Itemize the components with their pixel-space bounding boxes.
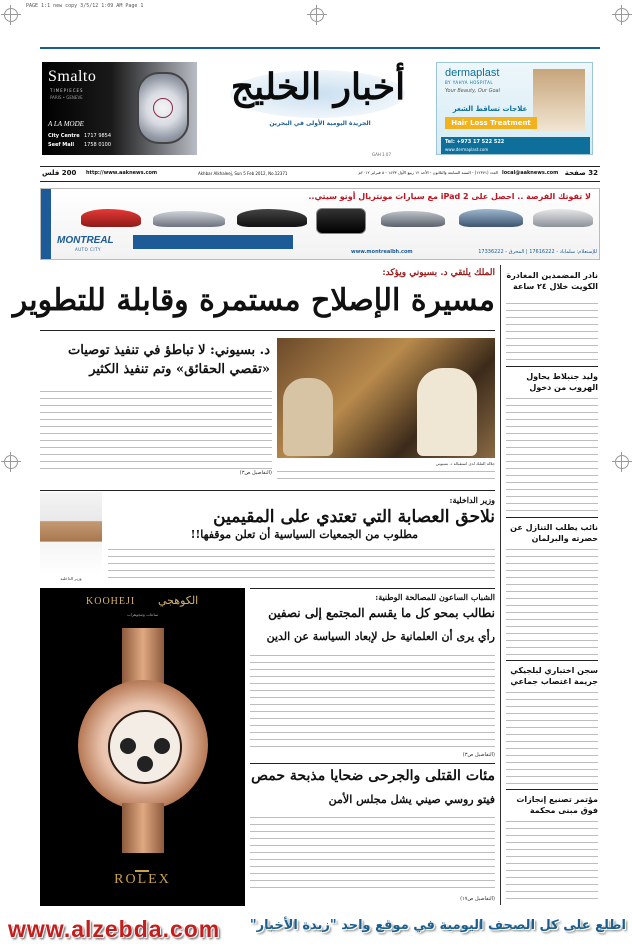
alamode-logo: A LA MODE bbox=[48, 120, 84, 128]
city-centre-phone: 1717 9854 bbox=[84, 133, 112, 139]
homs-more[interactable]: (التفاصيل ص١٧) bbox=[460, 896, 495, 902]
sidebar-divider bbox=[500, 265, 501, 905]
dateline-bar bbox=[40, 167, 600, 181]
dermaplast-title-en: Hair Loss Treatment bbox=[445, 117, 537, 129]
youth-more[interactable]: (التفاصيل ص٣) bbox=[462, 752, 495, 758]
watch-bracelet-bottom bbox=[122, 803, 164, 853]
sidebar-item-4-body bbox=[506, 689, 598, 785]
lead-more[interactable]: (التفاصيل ص٣) bbox=[239, 470, 272, 476]
lead-rule bbox=[40, 330, 495, 331]
rolex-dial bbox=[108, 710, 182, 784]
masthead-logo: أخبار الخليج bbox=[230, 66, 406, 108]
ipad-image bbox=[316, 208, 366, 234]
car-grey bbox=[381, 211, 445, 227]
seef-label: Seef Mall bbox=[48, 142, 75, 148]
sidebar-item-2-body bbox=[506, 395, 598, 513]
sidebar-item-3-body bbox=[506, 546, 598, 656]
photo-figure-left bbox=[283, 378, 333, 456]
interior-body-text bbox=[108, 546, 495, 582]
dermaplast-tagline: Your Beauty, Our Goal bbox=[445, 88, 500, 94]
homs-headline[interactable]: مئات القتلى والجرحى ضحايا مذبحة حمص bbox=[251, 768, 495, 784]
homs-subheadline: فيتو روسي صيني يشل مجلس الأمن bbox=[328, 793, 495, 806]
kooheji-brand-ar: الكوهجي bbox=[158, 594, 199, 607]
subdial bbox=[154, 738, 170, 754]
crown-icon bbox=[135, 862, 149, 872]
email-link[interactable]: local@aaknews.com bbox=[502, 170, 559, 176]
lead-subheadline-1: د. بسيوني: لا تباطؤ في تنفيذ توصيات bbox=[68, 343, 270, 358]
car-white bbox=[533, 209, 593, 227]
sidebar-item-4-title[interactable]: سجن اختباري لبلجيكي جريمة اغتصاب جماعي bbox=[510, 666, 598, 686]
watch-image bbox=[137, 72, 189, 144]
kooheji-watch-ad[interactable] bbox=[40, 588, 245, 906]
footer-slogan: اطلع على كل الصحف اليومية في موقع واحد "زبدة الأخبار" bbox=[249, 918, 626, 933]
seef-phone: 1758 0100 bbox=[84, 142, 112, 148]
sidebar-item-1-title[interactable]: نادر المضمدين المغادرة الكويت خلال ٢٤ ساعة bbox=[506, 271, 598, 291]
lead-kicker: الملك يلتقي د. بسيوني ويؤكد: bbox=[382, 268, 495, 278]
dermaplast-phone: Tel: +973 17 522 522 bbox=[445, 139, 505, 145]
kooheji-tagline: ساعات ومجوهرات bbox=[126, 612, 159, 617]
sidebar-item-2-title[interactable]: وليد جنبلاط يحاول الهروب من دخول bbox=[526, 372, 598, 392]
masthead-tagline: الجريدة اليومية الأولى في البحرين bbox=[269, 120, 371, 127]
sidebar-rule bbox=[506, 517, 598, 518]
sidebar-item-1-body bbox=[506, 300, 598, 362]
registration-mark bbox=[615, 8, 629, 22]
smalto-ad[interactable] bbox=[42, 62, 197, 155]
lead-headline[interactable]: مسيرة الإصلاح مستمرة وقابلة للتطوير bbox=[12, 283, 495, 318]
montreal-contacts: للإستعلام: سلماباد - 17616222 | المحرق - 17336222 bbox=[478, 249, 597, 255]
kooheji-brand-en: KOOHEJI bbox=[86, 596, 136, 607]
photo-figure-right bbox=[417, 368, 477, 456]
smalto-brand: Smalto bbox=[48, 68, 97, 85]
youth-kicker: الشباب الساعون للمصالحة الوطنية: bbox=[375, 592, 495, 602]
dermaplast-ad[interactable] bbox=[436, 62, 593, 155]
lead-body-text-2 bbox=[277, 468, 495, 484]
car-blue bbox=[459, 209, 523, 227]
issue-label: GAH 1 07 bbox=[372, 152, 392, 157]
smalto-sub2: PARIS • GENEVE bbox=[50, 95, 83, 100]
registration-mark bbox=[310, 8, 324, 22]
rolex-watch-case bbox=[78, 680, 208, 810]
price: 200 فلس bbox=[42, 169, 77, 177]
sidebar-rule bbox=[506, 660, 598, 661]
interior-kicker: وزير الداخلية: bbox=[449, 495, 495, 505]
interior-headline[interactable]: نلاحق العصابة التي تعتدي على المقيمين bbox=[213, 507, 495, 527]
lead-subheadline-2: «تقصي الحقائق» وتم تنفيذ الكثير bbox=[89, 362, 270, 377]
montreal-website[interactable]: www.montrealbh.com bbox=[351, 249, 413, 255]
registration-mark bbox=[615, 455, 629, 469]
car-ad-side-strip bbox=[41, 189, 51, 260]
rolex-logo: ROLEX bbox=[114, 872, 171, 887]
sidebar-item-3-title[interactable]: نائب يطلب التنازل عن حصرته والبرلمان bbox=[510, 523, 598, 543]
youth-body-text bbox=[250, 652, 495, 750]
section-rule bbox=[250, 588, 495, 589]
photo-caption: جلالة الملك لدى استقباله د. بسيوني bbox=[435, 461, 495, 466]
offer-strip bbox=[133, 235, 293, 249]
dermaplast-website: www.dermaplast.com bbox=[445, 147, 489, 152]
minister-portrait bbox=[40, 492, 102, 574]
montreal-logo: MONTREAL bbox=[57, 235, 114, 246]
lead-body-text bbox=[40, 388, 272, 470]
print-info-bar: PAGE 1:1 new copy 3/5/12 1:09 AM Page 1 bbox=[26, 3, 144, 9]
smalto-sub: TIMEPIECES bbox=[50, 88, 84, 93]
dermaplast-title-ar: علاجات تساقط الشعر bbox=[452, 105, 528, 113]
montreal-sub: AUTO CITY bbox=[75, 247, 101, 252]
dateline-rule-bottom bbox=[40, 181, 600, 182]
homs-body-text bbox=[250, 814, 495, 894]
section-rule bbox=[40, 490, 495, 491]
page-count: 32 صفحة bbox=[564, 169, 598, 177]
footer-website[interactable]: www.alzebda.com bbox=[8, 916, 221, 942]
dermaplast-sub: BY YAHYA HOSPITAL bbox=[445, 80, 494, 85]
watch-bracelet-top bbox=[122, 628, 164, 688]
youth-headline-2: رأي يرى أن العلمانية حل لإبعاد السياسة عن الدين bbox=[266, 630, 495, 643]
car-ad-headline: لا تفوتك الفرصة .. احصل على iPad 2 مع سيارات مونتريال أوتو سيتي.. bbox=[308, 192, 591, 201]
watch-dial bbox=[153, 98, 173, 118]
top-rule bbox=[40, 47, 600, 49]
model-photo bbox=[533, 69, 585, 131]
sidebar-item-5-body bbox=[506, 818, 598, 902]
registration-mark bbox=[4, 455, 18, 469]
car-black bbox=[237, 209, 307, 227]
car-silver bbox=[153, 211, 225, 227]
city-centre-label: City Centre bbox=[48, 133, 80, 139]
website-link[interactable]: http://www.aaknews.com bbox=[86, 170, 158, 176]
youth-headline-1[interactable]: نطالب بمحو كل ما يقسم المجتمع إلى نصفين bbox=[268, 606, 495, 620]
footer-banner[interactable] bbox=[0, 908, 632, 952]
car-ad[interactable] bbox=[40, 188, 600, 260]
car-red bbox=[81, 209, 141, 227]
subdial bbox=[120, 738, 136, 754]
sidebar-rule bbox=[506, 789, 598, 790]
date-arabic: العدد (١٢٣٧١) - السنة السابعة والثلاثون - الأحد ١٢ ربيع الأول ١٤٣٣ - ٥ فبراير ٢٠١٢م bbox=[358, 170, 498, 175]
king-meeting-photo bbox=[277, 338, 495, 458]
sidebar-rule bbox=[506, 366, 598, 367]
subdial bbox=[137, 756, 153, 772]
dermaplast-brand: dermaplast bbox=[445, 67, 500, 79]
minister-caption: وزير الداخلية bbox=[60, 576, 82, 581]
sidebar-item-5-title[interactable]: مؤتمر تصنيع إنجازات فوق مبنى محكمة bbox=[516, 795, 598, 815]
interior-subheadline: مطلوب من الجمعيات السياسية أن تعلن موقفها!! bbox=[190, 528, 418, 541]
registration-mark bbox=[4, 8, 18, 22]
section-rule bbox=[250, 763, 495, 764]
date-english: Akhbar Alkhaleej, Sun 5 Feb 2012, No.12371 bbox=[198, 171, 288, 176]
